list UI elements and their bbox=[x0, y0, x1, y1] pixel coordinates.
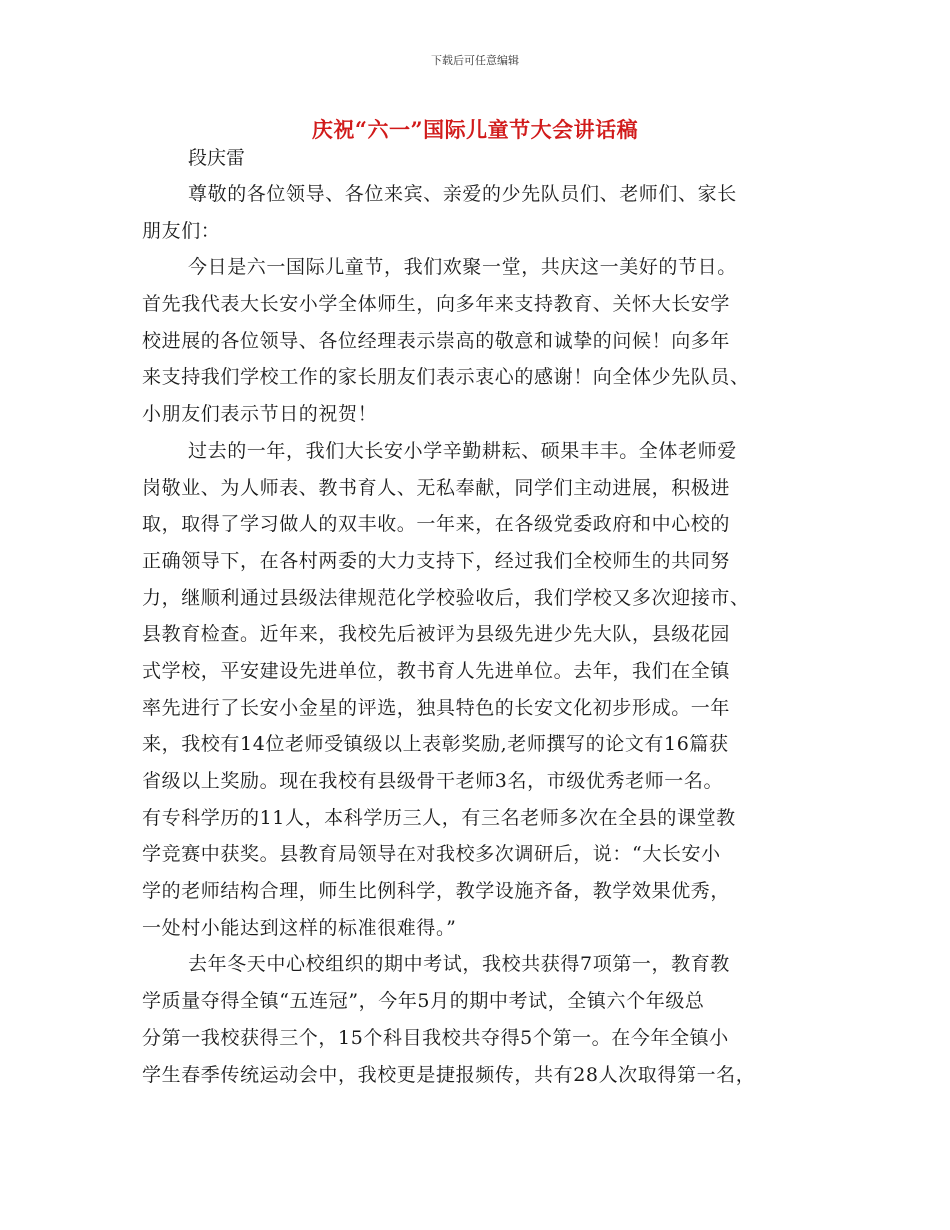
paragraph-line: 县教育检查。近年来，我校先后被评为县级先进少先大队，县级花园 bbox=[142, 623, 731, 646]
paragraph-line: 率先进行了长安小金星的评选，独具特色的长安文化初步形成。一年 bbox=[142, 696, 731, 719]
paragraph-line: 取，取得了学习做人的双丰收。一年来，在各级党委政府和中心校的 bbox=[142, 513, 731, 536]
document-title: 庆祝“六一”国际儿童节大会讲话稿 bbox=[311, 117, 639, 142]
author-name: 段庆雷 bbox=[188, 147, 246, 169]
paragraph-line: 来支持我们学校工作的家长朋友们表示衷心的感谢！向全体少先队员、 bbox=[142, 366, 750, 389]
paragraph-line: 岗敬业、为人师表、教书育人、无私奉献，同学们主动进展，积极进 bbox=[142, 476, 731, 499]
paragraph-line: 去年冬天中心校组织的期中考试，我校共获得7项第一，教育教 bbox=[188, 953, 730, 976]
paragraph-line: 有专科学历的11人，本科学历三人，有三名老师多次在全县的课堂教 bbox=[142, 806, 736, 829]
paragraph-line: 力，继顺利通过县级法律规范化学校验收后，我们学校又多次迎接市、 bbox=[142, 586, 750, 609]
paragraph-line: 首先我代表大长安小学全体师生，向多年来支持教育、关怀大长安学 bbox=[142, 293, 731, 316]
paragraph-line: 分第一我校获得三个，15个科目我校共夺得5个第一。在今年全镇小 bbox=[142, 1026, 729, 1049]
paragraph-line: 朋友们： bbox=[142, 219, 221, 242]
paragraph-line: 学生春季传统运动会中，我校更是捷报频传，共有28人次取得第一名， bbox=[142, 1063, 756, 1086]
paragraph-line: 尊敬的各位领导、各位来宾、亲爱的少先队员们、老师们、家长 bbox=[188, 183, 737, 205]
paragraph-line: 学质量夺得全镇“五连冠”，今年5月的期中考试，全镇六个年级总 bbox=[142, 990, 705, 1013]
paragraph-line: 过去的一年，我们大长安小学辛勤耕耘、硕果丰丰。全体老师爱 bbox=[188, 439, 737, 462]
paragraph-line: 式学校，平安建设先进单位，教书育人先进单位。去年，我们在全镇 bbox=[142, 659, 731, 682]
paragraph-line: 校进展的各位领导、各位经理表示崇高的敬意和诚挚的问候！向多年 bbox=[142, 329, 731, 352]
paragraph-line: 学的老师结构合理，师生比例科学，教学设施齐备，教学效果优秀， bbox=[142, 880, 731, 903]
paragraph-line: 来，我校有14位老师受镇级以上表彰奖励,老师撰写的论文有16篇获 bbox=[142, 733, 729, 756]
paragraph-line: 一处村小能达到这样的标准很难得。” bbox=[142, 916, 457, 939]
paragraph-line: 正确领导下，在各村两委的大力支持下，经过我们全校师生的共同努 bbox=[142, 549, 731, 572]
header-note: 下载后可任意编辑 bbox=[431, 54, 519, 67]
document-body bbox=[142, 176, 812, 1093]
paragraph-line: 省级以上奖励。现在我校有县级骨干老师3名，市级优秀老师一名。 bbox=[142, 770, 724, 792]
paragraph-line: 学竞赛中获奖。县教育局领导在对我校多次调研后，说：“大长安小 bbox=[142, 843, 721, 866]
paragraph-line: 今日是六一国际儿童节，我们欢聚一堂，共庆这一美好的节日。 bbox=[188, 256, 737, 279]
paragraph-line: 小朋友们表示节日的祝贺！ bbox=[142, 403, 378, 426]
